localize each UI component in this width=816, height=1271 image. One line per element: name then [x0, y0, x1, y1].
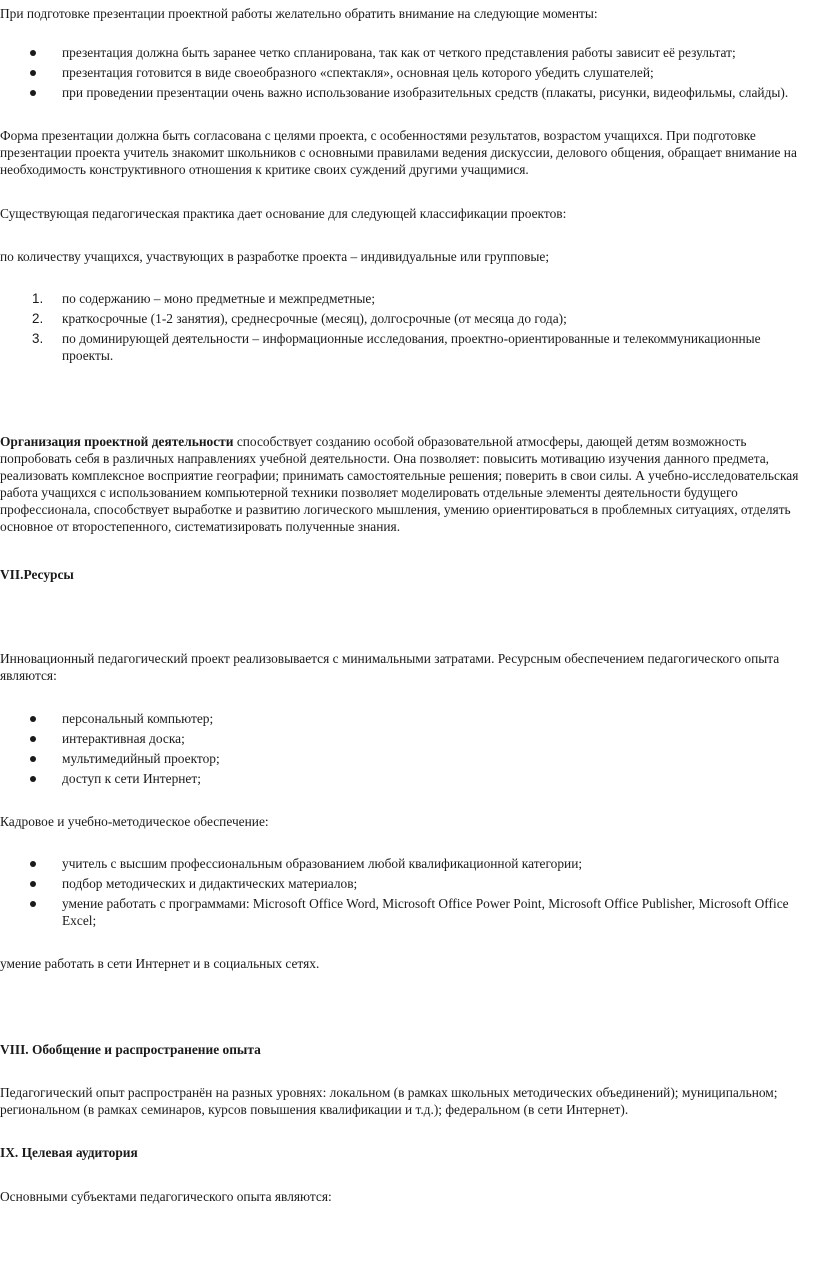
list-item: 1. по содержанию – моно предметные и межпредметные;	[32, 291, 376, 306]
audience-text: Основными субъектами педагогического опыта являются:	[0, 1189, 332, 1204]
classification-by-count: по количеству учащихся, участвующих в разработке проекта – индивидуальные или групповые;	[0, 249, 550, 264]
list-item: презентация готовится в виде своеобразного «спектакля», основная цель которого убедить слушателей;	[0, 64, 812, 81]
bullet-icon	[30, 736, 36, 742]
bullet-icon	[30, 70, 36, 76]
organization-text: способствует созданию особой образовательной атмосферы, дающей детям возможность попробовать себя в различных направлениях учебной деятельности. Она позволяет: повысить мотивацию изучения данного предмета, реализовать комплексное восприятие географии; принимать самостоятельные решения; поверить в свои силы. А учебно-исследовательская работа учащихся с использованием компьютерной техники позволяет моделировать отдельные элементы деятельности будущего профессионала, способствует выработке и развитию логического мышления, умению ориентироваться в проблемных ситуациях, отделять основное от второстепенного, систематизировать полученные знания.	[0, 434, 799, 534]
presentation-list	[0, 44, 812, 101]
list-item: при проведении презентации очень важно использование изобразительных средств (плакаты, рисунки, видеофильмы, слайды).	[0, 84, 812, 101]
bullet-icon	[30, 756, 36, 762]
bullet-icon	[30, 776, 36, 782]
bullet-icon	[30, 90, 36, 96]
list-item: учитель с высшим профессиональным образованием любой квалификационной категории;	[0, 855, 812, 872]
list-item: 2. краткосрочные (1-2 занятия), среднесрочные (месяц), долгосрочные (от месяца до года);	[32, 311, 567, 326]
staff-intro: Кадровое и учебно-методическое обеспечение:	[0, 814, 269, 829]
audience-heading: IX. Целевая аудитория	[0, 1145, 138, 1160]
classification-intro: Существующая педагогическая практика дает основание для следующей классификации проектов:	[0, 206, 567, 221]
bullet-icon	[30, 881, 36, 887]
list-item: интерактивная доска;	[0, 730, 812, 747]
dissemination-text: Педагогический опыт распространён на разных уровнях: локальном (в рамках школьных методических объединений); муниципальном; региональном (в рамках семинаров, курсов повышения квалификации и т.д.); федеральном (в сети Интернет).	[0, 1085, 778, 1117]
resources-intro: Инновационный педагогический проект реализовывается с минимальными затратами. Ресурсным обеспечением педагогического опыта являются:	[0, 651, 780, 683]
presentation-form-paragraph: Форма презентации должна быть согласована с целями проекта, с особенностями результатов, возрастом учащихся. При подготовке презентации проекта учитель знакомит школьников с основными правилами ведения дискуссии, делового общения, обращает внимание на необходимость конструктивного отношения к критике своих суждений другими учащимися.	[0, 128, 797, 177]
list-item: презентация должна быть заранее четко спланирована, так как от четкого представления работы зависит её результат;	[0, 44, 812, 61]
resources-list	[0, 710, 812, 787]
staff-list	[0, 855, 812, 929]
list-item: мультимедийный проектор;	[0, 750, 812, 767]
list-item: подбор методических и дидактических материалов;	[0, 875, 812, 892]
dissemination-heading: VIII. Обобщение и распространение опыта	[0, 1042, 261, 1057]
list-item: умение работать с программами: Microsoft Office Word, Microsoft Office Power Point, Microsoft Office Publisher, Microsoft Office Excel;	[0, 895, 812, 929]
bullet-icon	[30, 901, 36, 907]
bullet-icon	[30, 861, 36, 867]
bullet-icon	[30, 716, 36, 722]
resources-heading: VII.Ресурсы	[0, 567, 74, 582]
list-item: персональный компьютер;	[0, 710, 812, 727]
organization-paragraph	[0, 433, 812, 535]
presentation-intro: При подготовке презентации проектной работы желательно обратить внимание на следующие моменты:	[0, 6, 598, 21]
list-item: доступ к сети Интернет;	[0, 770, 812, 787]
bullet-icon	[30, 50, 36, 56]
classification-list	[0, 290, 812, 364]
internet-skill: умение работать в сети Интернет и в социальных сетях.	[0, 956, 320, 971]
list-item: 3. по доминирующей деятельности – информационные исследования, проектно-ориентированные и телекоммуникационные проекты.	[32, 331, 761, 363]
organization-bold-lead: Организация проектной деятельности	[0, 434, 234, 449]
